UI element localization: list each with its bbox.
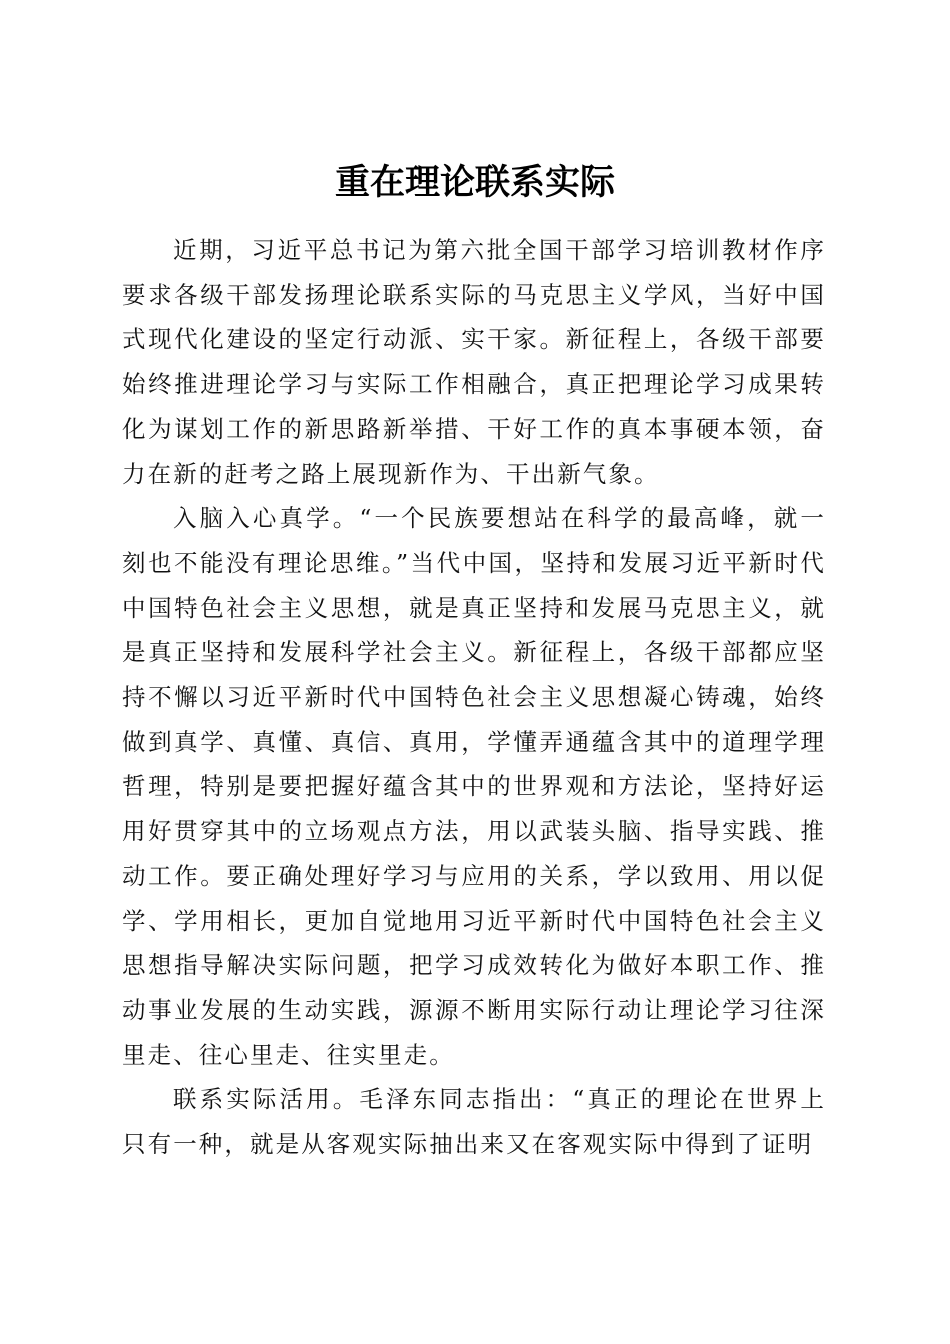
paragraph-practice: 联系实际活用。毛泽东同志指出：“真正的理论在世界上只有一种，就是从客观实际抽出来又在客观实际中得到了证明 — [122, 1085, 826, 1159]
paragraph-intro: 近期，习近平总书记为第六批全国干部学习培训教材作序要求各级干部发扬理论联系实际的马克思主义学风，当好中国式现代化建设的坚定行动派、实干家。新征程上，各级干部要始终推进理论学习与实际工作相融合，真正把理论学习成果转化为谋划工作的新思路新举措、干好工作的真本事硬本领，奋力在新的赶考之路上展现新作为、干出新气象。 — [122, 236, 826, 488]
document-title: 重在理论联系实际 — [334, 162, 615, 204]
document-body — [122, 228, 826, 1167]
paragraph-study: 入脑入心真学。“一个民族要想站在科学的最高峰，就一刻也不能没有理论思维。”当代中国，坚持和发展习近平新时代中国特色社会主义思想，就是真正坚持和发展马克思主义，就是真正坚持和发展科学社会主义。新征程上，各级干部都应坚持不懈以习近平新时代中国特色社会主义思想凝心铸魂，始终做到真学、真懂、真信、真用，学懂弄通蕴含其中的道理学理哲理，特别是要把握好蕴含其中的世界观和方法论，坚持好运用好贯穿其中的立场观点方法，用以武装头脑、指导实践、推动工作。要正确处理好学习与应用的关系，学以致用、用以促学、学用相长，更加自觉地用习近平新时代中国特色社会主义思想指导解决实际问题，把学习成效转化为做好本职工作、推动事业发展的生动实践，源源不断用实际行动让理论学习往深里走、往心里走、往实里走。 — [122, 504, 826, 1069]
